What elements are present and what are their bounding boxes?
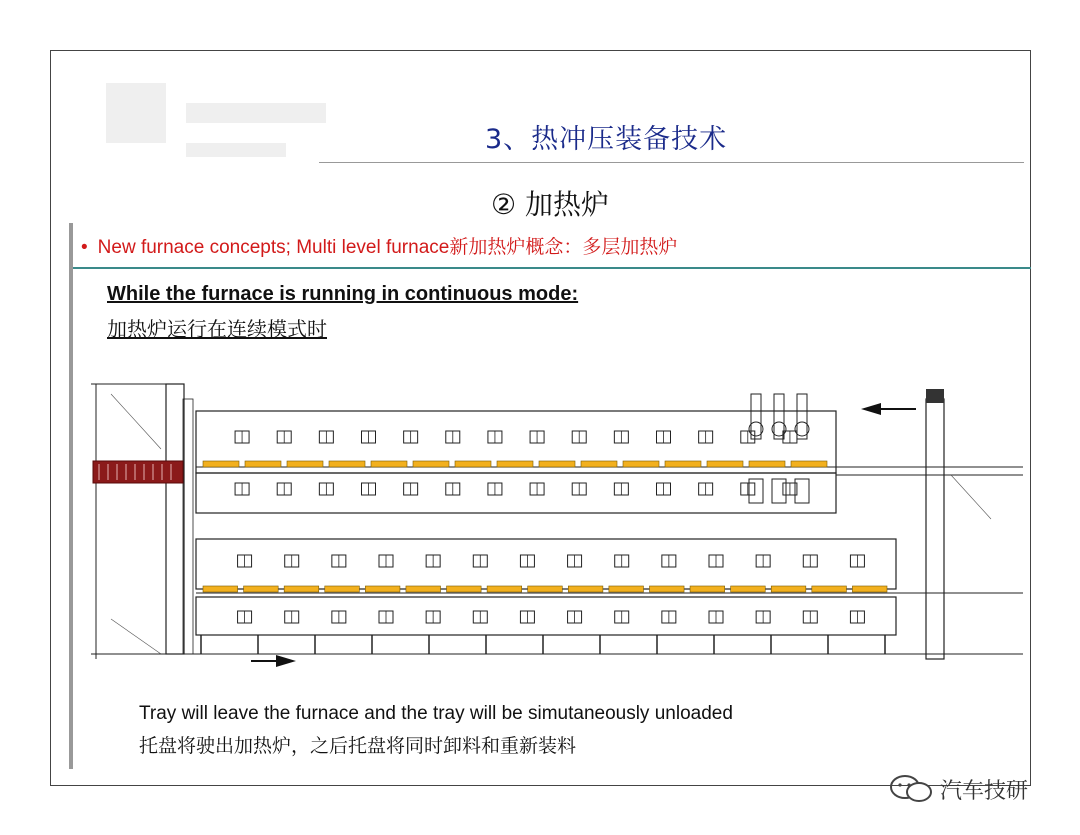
upper-tray (665, 461, 701, 467)
loading-arm-highlight (93, 461, 183, 483)
heading-english: While the furnace is running in continuous mode: (107, 283, 579, 305)
upper-windows (235, 431, 797, 443)
right-brace (951, 475, 991, 519)
title-divider (319, 162, 1024, 163)
faint-background-logo (96, 63, 346, 203)
lower-tray (203, 586, 238, 592)
heater-assembly (749, 394, 809, 503)
left-frame-brace-low (111, 619, 161, 654)
upper-tray (707, 461, 743, 467)
lower-tray (609, 586, 644, 592)
upper-tray (371, 461, 407, 467)
upper-tray (623, 461, 659, 467)
upper-tray (581, 461, 617, 467)
lower-windows (238, 555, 865, 567)
lower-tray (649, 586, 684, 592)
watermark-text: 汽车技研 (940, 778, 1029, 804)
upper-tray (413, 461, 449, 467)
wechat-icon (888, 774, 934, 804)
lower-furnace-top-chamber (196, 539, 896, 589)
bullet-divider (73, 267, 1031, 269)
lower-trays (203, 586, 887, 592)
lower-furnace-bottom-chamber (196, 597, 896, 635)
lower-tray (731, 586, 766, 592)
lower-tray (690, 586, 725, 592)
lower-tray (406, 586, 441, 592)
upper-tray (329, 461, 365, 467)
upper-tray (791, 461, 827, 467)
lower-tray (528, 586, 563, 592)
slide (50, 50, 1031, 786)
upper-tray (203, 461, 239, 467)
heater-column (797, 394, 807, 439)
upper-tray (497, 461, 533, 467)
lower-tray (487, 586, 522, 592)
entry-arrow-head (861, 403, 881, 415)
bullet-row (81, 232, 677, 259)
left-tower (166, 384, 184, 654)
right-tower-motor (926, 389, 944, 403)
lower-tray (812, 586, 847, 592)
bullet-text: New furnace concepts; Multi level furnace新加热炉概念：多层加热炉 (97, 237, 678, 258)
upper-tray (455, 461, 491, 467)
lower-tray (852, 586, 887, 592)
upper-tray (287, 461, 323, 467)
upper-trays (203, 461, 827, 467)
lower-tray (325, 586, 360, 592)
upper-tray (539, 461, 575, 467)
section-title: 3、热冲压装备技术 (485, 124, 728, 155)
lower-tray (771, 586, 806, 592)
caption-chinese: 托盘将驶出加热炉，之后托盘将同时卸料和重新装料 (139, 735, 577, 757)
lower-windows-low (238, 611, 865, 623)
lower-tray (244, 586, 279, 592)
right-tower (926, 399, 944, 659)
upper-furnace-bottom-chamber (196, 473, 836, 513)
caption-english: Tray will leave the furnace and the tray will be simutaneously unloaded (139, 703, 733, 724)
heading-chinese: 加热炉运行在连续模式时 (107, 317, 327, 341)
exit-arrow-head (276, 655, 296, 667)
heater-column (751, 394, 761, 439)
bullet-marker: • (81, 237, 88, 258)
upper-tray (749, 461, 785, 467)
watermark (888, 772, 1028, 806)
furnace-diagram (91, 379, 1023, 679)
lower-tray (447, 586, 482, 592)
lower-tray (568, 586, 603, 592)
lower-tray (365, 586, 400, 592)
left-accent-bar (69, 223, 73, 769)
upper-tray (245, 461, 281, 467)
lower-tray (284, 586, 319, 592)
support-legs (201, 635, 885, 654)
subtitle: ② 加热炉 (491, 188, 610, 221)
left-frame-brace (111, 394, 161, 449)
upper-windows-low (235, 483, 797, 495)
